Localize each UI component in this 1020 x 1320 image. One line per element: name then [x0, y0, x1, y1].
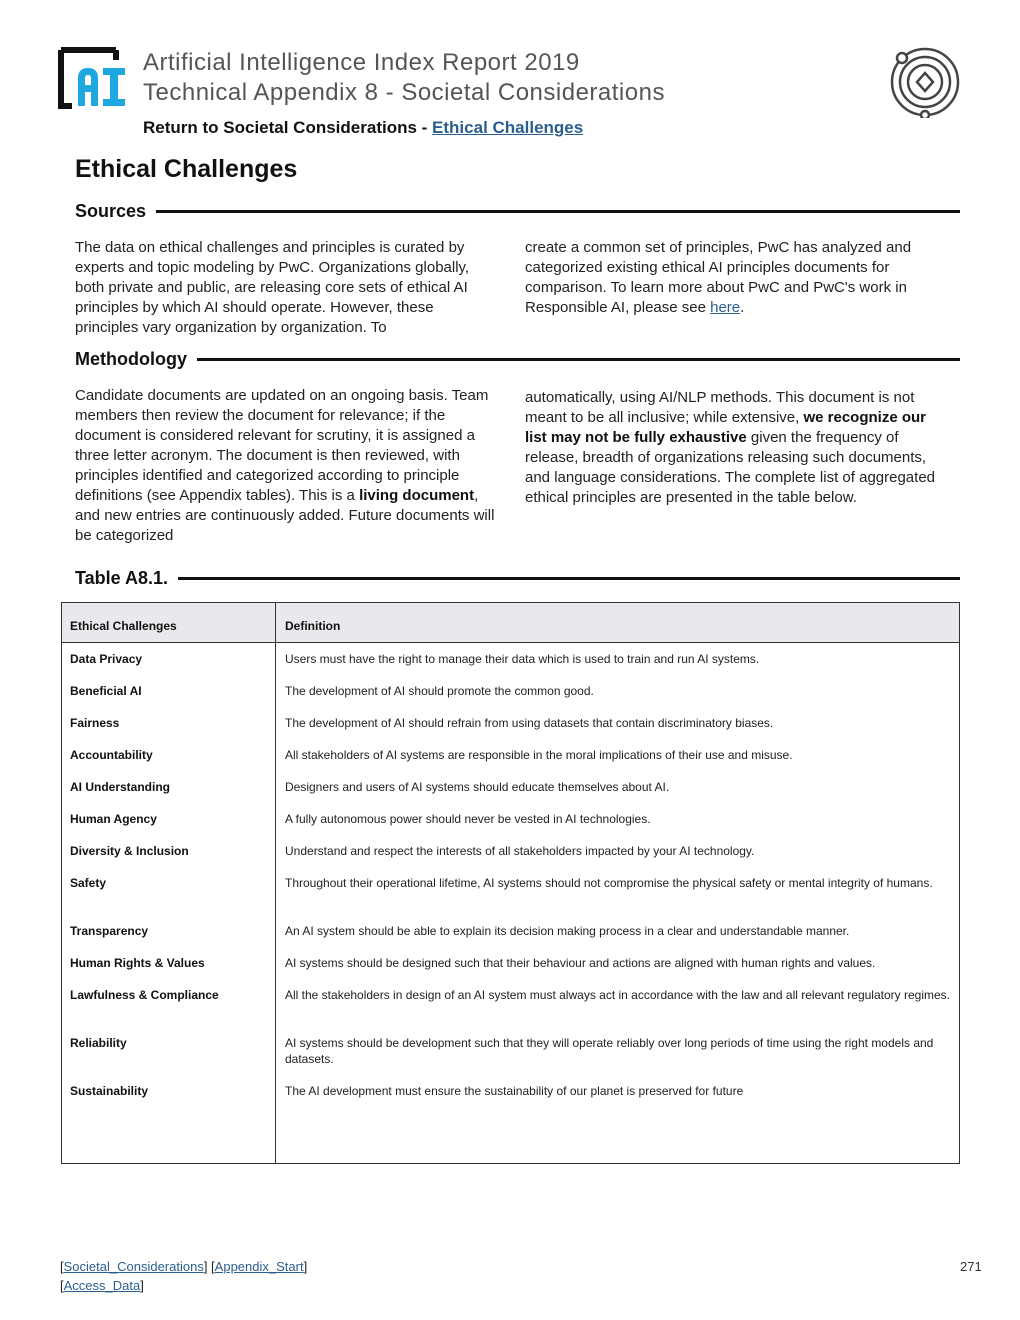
- challenge-definition: Throughout their operational lifetime, AI systems should not compromise the physical safety or mental integrity of humans.: [285, 876, 933, 890]
- footer-data-link: [Access_Data]: [60, 1278, 144, 1293]
- table-heading: Table A8.1.: [75, 567, 169, 588]
- living-document-emphasis: living document: [359, 487, 475, 504]
- methodology-heading-row: [75, 347, 960, 371]
- challenge-definition: A fully autonomous power should never be vested in AI technologies.: [285, 812, 651, 826]
- methodology-left-2: , and new entries are continuously added. Future documents will be categorized: [75, 487, 495, 544]
- challenge-name: Lawfulness & Compliance: [70, 988, 219, 1002]
- challenge-name: AI Understanding: [70, 780, 171, 794]
- methodology-left-text: [75, 386, 497, 546]
- ethical-challenges-link[interactable]: Ethical Challenges: [432, 118, 584, 137]
- report-subtitle: Technical Appendix 8 - Societal Considerations: [143, 79, 665, 106]
- sources-right-text: [525, 238, 950, 318]
- challenge-definition: Users must have the right to manage their data which is used to train and run AI systems.: [285, 652, 760, 666]
- challenge-name: Data Privacy: [70, 652, 143, 666]
- methodology-right-text: [525, 388, 950, 508]
- challenge-definition: All stakeholders of AI systems are responsible in the moral implications of their use and misuse.: [285, 748, 793, 762]
- challenge-definition: Designers and users of AI systems should educate themselves about AI.: [285, 780, 670, 794]
- page-number: 271: [960, 1259, 982, 1274]
- challenge-name: Human Agency: [70, 812, 157, 826]
- challenge-name: Fairness: [70, 716, 120, 730]
- challenge-definition: AI systems should be designed such that their behaviour and actions are aligned with human rights and values.: [285, 956, 876, 970]
- challenge-definition: The AI development must ensure the sustainability of our planet is preserved for future: [285, 1084, 744, 1098]
- challenge-name: Diversity & Inclusion: [70, 844, 189, 858]
- column-header-definition: Definition: [285, 619, 341, 633]
- section-rule: [178, 577, 960, 580]
- column-divider: [275, 603, 276, 1163]
- sources-right-end: .: [740, 299, 745, 316]
- sources-heading: Sources: [75, 200, 147, 221]
- appendix-start-link[interactable]: Appendix_Start: [214, 1259, 304, 1274]
- challenge-definition: An AI system should be able to explain its decision making process in a clear and understandable manner.: [285, 924, 850, 938]
- challenge-name: Transparency: [70, 924, 149, 938]
- methodology-right-1: automatically, using AI/NLP methods. This document is not meant to be all inclusive; while extensive,: [525, 389, 915, 426]
- orbit-icon: [888, 44, 962, 118]
- report-title: Artificial Intelligence Index Report 2019: [143, 49, 580, 76]
- challenge-name: Beneficial AI: [70, 684, 142, 698]
- challenge-name: Reliability: [70, 1036, 127, 1050]
- sources-heading-row: [75, 199, 960, 223]
- challenge-name: Sustainability: [70, 1084, 149, 1098]
- return-prefix: Return to Societal Considerations -: [143, 118, 433, 137]
- challenge-definition: All the stakeholders in design of an AI system must always act in accordance with the law and all relevant regulatory regimes.: [285, 988, 950, 1002]
- sources-right-body: create a common set of principles, PwC has analyzed and categorized existing ethical AI principles documents for comparison. To learn more about PwC and PwC's work in Responsible AI, please see: [525, 239, 912, 316]
- table-header-row: [62, 603, 959, 643]
- methodology-heading: Methodology: [75, 348, 187, 369]
- challenge-definition: The development of AI should promote the common good.: [285, 684, 594, 698]
- sources-left-text: The data on ethical challenges and principles is curated by experts and topic modeling by PwC. Organizations globally, both private and public, are releasing core sets of ethical AI principles by which AI should operate. However, these principles vary organization by organization. To: [75, 239, 470, 336]
- footer-nav-links: [Societal_Considerations] [Appendix_Start]: [60, 1259, 308, 1274]
- page-title: Ethical Challenges: [75, 155, 298, 183]
- challenge-name: Accountability: [70, 748, 153, 762]
- table-heading-row: [75, 566, 960, 590]
- section-rule: [156, 210, 960, 213]
- ai-index-logo: [58, 46, 130, 110]
- challenge-name: Safety: [70, 876, 107, 890]
- return-breadcrumb: [143, 118, 583, 138]
- challenge-definition: AI systems should be development such that they will operate reliably over long periods of time using the right models and datasets.: [285, 1036, 934, 1066]
- section-rule: [197, 358, 960, 361]
- exhaustive-emphasis: we recognize our list may not be fully exhaustive: [525, 409, 927, 446]
- column-header-ethical-challenges: Ethical Challenges: [70, 619, 177, 633]
- methodology-right-2: given the frequency of release, breadth of organizations releasing such documents, and language considerations. The complete list of aggregated ethical principles are presented in the table below.: [525, 429, 936, 506]
- societal-considerations-link[interactable]: Societal_Considerations: [63, 1259, 204, 1274]
- here-link[interactable]: here: [710, 299, 741, 316]
- ethical-challenges-table: [61, 602, 960, 1164]
- challenge-name: Human Rights & Values: [70, 956, 205, 970]
- access-data-link[interactable]: Access_Data: [63, 1278, 141, 1293]
- methodology-left-1: Candidate documents are updated on an ongoing basis. Team members then review the document for relevance; if the document is considered relevant for scrutiny, it is assigned a three letter acronym. The document is then reviewed, with principles identified and categorized according to principle definitions (see Appendix tables). This is a: [75, 387, 489, 504]
- challenge-definition: The development of AI should refrain from using datasets that contain discriminatory biases.: [285, 716, 774, 730]
- challenge-definition: Understand and respect the interests of all stakeholders impacted by your AI technology.: [285, 844, 755, 858]
